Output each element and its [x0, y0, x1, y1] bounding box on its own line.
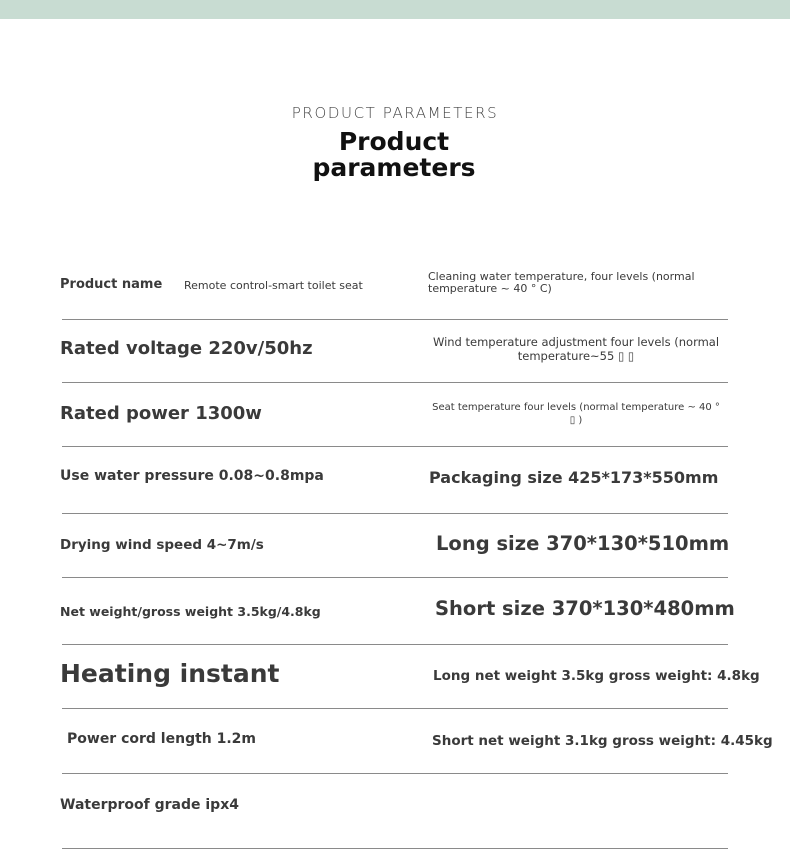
row-divider [62, 577, 728, 578]
row-divider [62, 382, 728, 383]
section-subtitle: PRODUCT PARAMETERS [291, 104, 499, 122]
row-divider [62, 319, 728, 320]
top-color-band [0, 0, 790, 19]
power-cord-length: Power cord length 1.2m [67, 731, 257, 747]
row-divider [62, 773, 728, 774]
wind-temperature-adjustment: Wind temperature adjustment four levels (normal temperature~55 ▯ ▯ [432, 335, 720, 363]
water-pressure: Use water pressure 0.08~0.8mpa [60, 468, 324, 484]
rated-power: Rated power 1300w [60, 403, 262, 424]
product-name-value: Remote control-smart toilet seat [184, 279, 363, 292]
row-divider [62, 644, 728, 645]
long-size: Long size 370*130*510mm [436, 532, 730, 555]
row-divider [62, 446, 728, 447]
page-title: Product parameters [312, 127, 476, 182]
drying-wind-speed: Drying wind speed 4~7m/s [60, 537, 264, 553]
row-divider [62, 708, 728, 709]
short-size: Short size 370*130*480mm [435, 597, 735, 620]
net-gross-weight: Net weight/gross weight 3.5kg/4.8kg [60, 604, 321, 619]
cleaning-water-temperature: Cleaning water temperature, four levels (normal temperature ~ 40 ° C) [428, 270, 695, 295]
row-divider [62, 848, 728, 849]
packaging-size: Packaging size 425*173*550mm [429, 468, 719, 487]
waterproof-grade: Waterproof grade ipx4 [60, 797, 239, 813]
short-net-weight: Short net weight 3.1kg gross weight: 4.45kg [432, 733, 773, 749]
long-net-weight: Long net weight 3.5kg gross weight: 4.8kg [433, 668, 760, 684]
product-name-label: Product name [60, 277, 163, 292]
rated-voltage: Rated voltage 220v/50hz [60, 338, 313, 359]
seat-temperature: Seat temperature four levels (normal temperature ~ 40 ° ▯ ) [432, 402, 720, 426]
heating-instant: Heating instant [60, 659, 280, 688]
row-divider [62, 513, 728, 514]
